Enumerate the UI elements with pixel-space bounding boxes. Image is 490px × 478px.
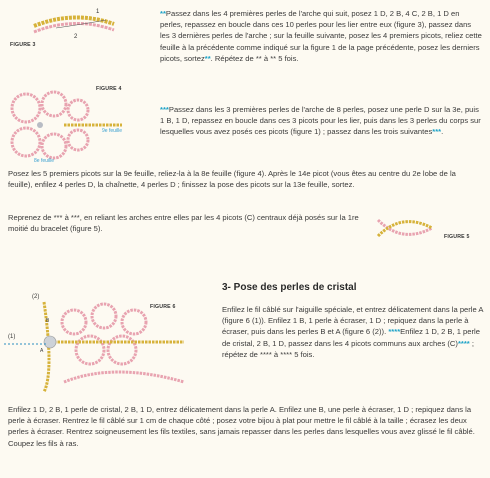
- figure-6-mark-1: (1): [8, 334, 16, 340]
- paragraph-4: Reprenez de *** à ***, en reliant les arches entre elles par les 4 picots (C) centraux déjà posés sur la 1re moitié du bracelet (figure 5).: [8, 213, 359, 234]
- paragraph-2: ***Passez dans les 3 premières perles de l'arche de 8 perles, posez une perle D sur la 3e, puis 1 B, 1 D, repassez en boucle dans ces 3 picots pour les lier, puis dans les 3 perles du corps sur lesquelles vous avez posés ces picots (figure 1) ; passez dans les trois suivantes***.: [160, 105, 481, 137]
- figure-4-leaf-9: 9e feuille: [102, 128, 123, 134]
- paragraph-5c-text: ; répétez de **** à **** 5 fois.: [222, 338, 475, 359]
- paragraph-1-tail: Répétez de ** à ** 5 fois.: [214, 53, 299, 63]
- paragraph-2-text: Passez dans les 3 premières perles de l'arche de 8 perles, posez une perle D sur la 3e, puis 1 B, 1 D, repassez en boucle dans ces 3 picots pour les lier, puis dans les 3 perles du corps sur lesquelles vous avez posés ces picots (figure 1) ; passez dans les trois suivantes: [160, 105, 481, 137]
- section-3-title: 3- Pose des perles de cristal: [222, 282, 357, 293]
- paragraph-3: Posez les 5 premiers picots sur la 9e feuille, reliez-la à la 8e feuille (figure 4). Après le 14e picot (vous êtes au centre du 2e lobe de la feuille), enfilez 4 perles D, la chaînette, 4 perles D ; finissez la pose des picots sur la 13e feuille, sortez.: [8, 169, 456, 190]
- star-marker-3: ***: [160, 105, 169, 114]
- figure-6: [4, 282, 210, 398]
- figure-3-num-2: 2: [74, 34, 78, 40]
- figure-6-label: FIGURE 6: [150, 304, 176, 310]
- paragraph-5-text: Enfilez le fil câblé sur l'aiguille spéciale, et entrez délicatement dans la perle A (figure 6 (1)). Enfilez 1 B, 1 perle à écraser, 1 D ; repiquez dans la perle à écraser, puis dans les perles B et A (figure 6 (2)).: [222, 305, 484, 337]
- figure-6-mark-B: B: [46, 318, 50, 324]
- figure-5-drawing: [372, 210, 484, 250]
- star-marker-4: ****: [388, 327, 401, 337]
- figure-4-leaf-8: 8e feuille: [34, 158, 55, 164]
- figure-3-label: FIGURE 3: [10, 42, 36, 48]
- paragraph-5: [222, 304, 484, 360]
- star-marker-2: **: [160, 9, 166, 18]
- paragraph-1-text: Passez dans les 4 premières perles de l'arche qui suit, posez 1 D, 2 B, 4 C, 2 B, 1 D en perles, repassez en boucle dans ces 10 perles pour les lier entre eux (figure 3), passez dans les 3 dernières perles de l'arche ; sur la feuille suivante, posez les 4 premiers picots, reliez cette feuille à la précédente comme indiqué sur la figure 1 de la page précédente, posez les derniers picots, sortez: [160, 9, 482, 63]
- figure-5-label: FIGURE 5: [444, 234, 470, 240]
- figure-6-mark-2: (2): [32, 294, 40, 300]
- figure-4-drawing: [4, 80, 134, 168]
- figure-3-num-1: 1: [96, 9, 100, 15]
- paragraph-5b-text: Enfilez 1 D, 2 B, 1 perle de cristal, 2 B, 1 D, passez dans les 4 picots communs aux arches (C): [222, 327, 480, 348]
- star-marker-3-end: ***: [432, 127, 442, 137]
- figure-6-mark-A: A: [40, 348, 44, 354]
- figure-3: [4, 4, 122, 52]
- paragraph-6: Enfilez 1 D, 2 B, 1 perle de cristal, 2 B, 1 D, entrez délicatement dans la perle A. Enfilez une B, une perle à écraser, 1 D ; repiquez dans la perle à écraser. Rentrez le fil câblé sur 1 cm de chaque côté ; posez votre bijou à plat pour mettre le fil câblé à la taille ; écrasez les deux perles à écraser. Rentrez soigneusement les fils textiles, sans jamais repasser dans les perles dans lesquelles vous avez glissé le fil câblé. Coupez les fils à ras.: [8, 405, 475, 448]
- figure-4: [4, 80, 134, 168]
- star-marker-2-end: **: [204, 53, 211, 63]
- star-marker-4-end: ****: [457, 338, 470, 348]
- figure-4-label: FIGURE 4: [96, 86, 122, 92]
- paragraph-1: **Passez dans les 4 premières perles de l'arche qui suit, posez 1 D, 2 B, 4 C, 2 B, 1 D en perles, repassez en boucle dans ces 10 perles pour les lier entre eux (figure 3), passez dans les 3 dernières perles de l'arche ; sur la feuille suivante, posez les 4 premiers picots, reliez cette feuille à la précédente comme indiqué sur la figure 1 de la page précédente, posez les derniers picots, sortez**. Répétez de ** à ** 5 fois.: [160, 9, 482, 63]
- figure-5: [372, 210, 484, 250]
